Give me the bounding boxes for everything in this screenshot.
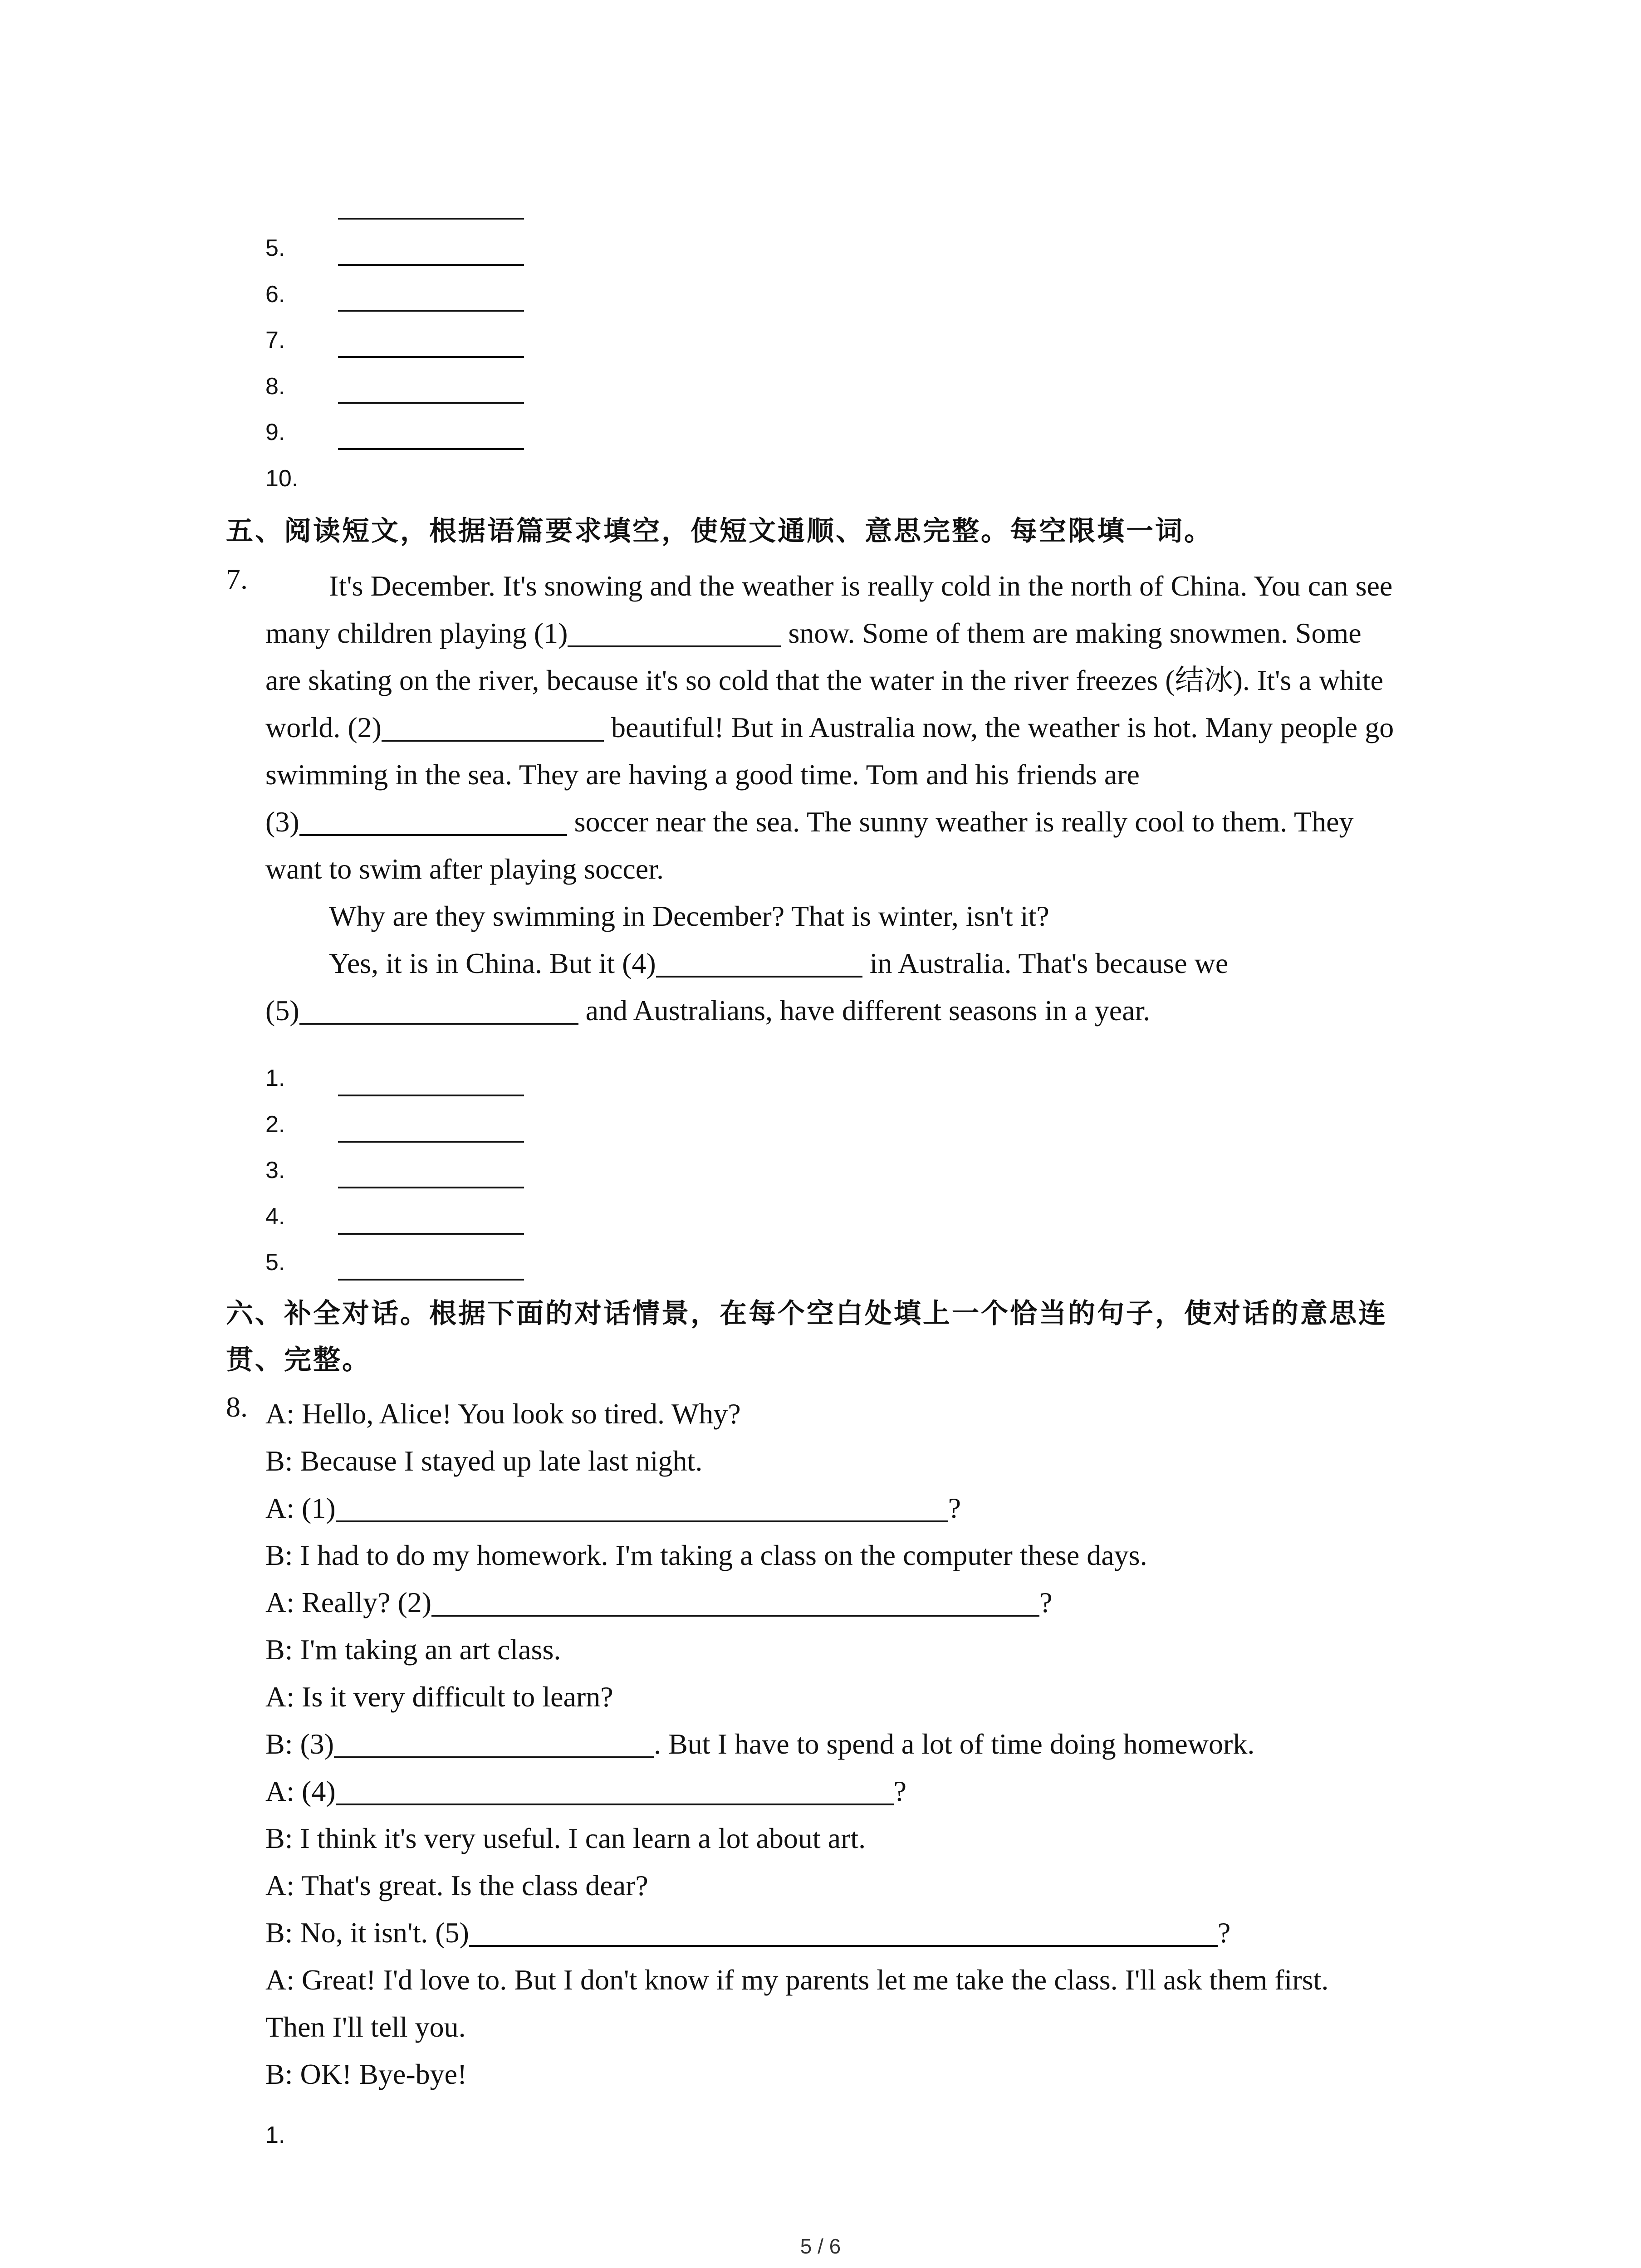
dialogue-line: B: I had to do my homework. I'm taking a class on the computer these days. <box>265 1539 1147 1571</box>
answer-number: 5. <box>265 235 285 261</box>
answer-number: 4. <box>265 1203 285 1230</box>
passage-line: (5) and Australians, have different seasons in a year. <box>265 987 1454 1034</box>
blank-4[interactable] <box>656 944 862 978</box>
dialogue-blank-1[interactable] <box>336 1489 948 1522</box>
dialogue-line: A: Hello, Alice! You look so tired. Why? <box>265 1398 741 1430</box>
passage-line: Yes, it is in China. But it (4) in Australia. That's because we <box>265 940 1454 987</box>
reading-passage <box>265 562 1454 1034</box>
answer-number: 6. <box>265 281 285 308</box>
answer-line[interactable] <box>338 310 524 312</box>
passage-line: world. (2) beautiful! But in Australia now, the weather is hot. Many people go <box>265 704 1454 751</box>
dialogue-blank-5[interactable] <box>469 1913 1218 1947</box>
answer-line[interactable] <box>338 1095 524 1096</box>
dialogue-line: B: No, it isn't. (5) ? <box>265 1909 1454 1956</box>
dialogue <box>265 1390 1454 2098</box>
answer-line[interactable] <box>338 402 524 404</box>
dialogue-line: A: Really? (2) ? <box>265 1579 1454 1626</box>
blank-2[interactable] <box>382 708 604 742</box>
answer-number: 7. <box>265 327 285 353</box>
answer-number: 8. <box>265 373 285 400</box>
section5-heading: 五、阅读短文，根据语篇要求填空，使短文通顺、意思完整。每空限填一词。 <box>226 515 1213 547</box>
dialogue-line: A: Great! I'd love to. But I don't know if my parents let me take the class. I'll ask them first. <box>265 1964 1329 1996</box>
dialogue-line: Then I'll tell you. <box>265 2011 466 2043</box>
dialogue-line: A: (4) ? <box>265 1768 1454 1815</box>
page-number: 5 / 6 <box>800 2234 841 2258</box>
dialogue-line: B: I think it's very useful. I can learn a lot about art. <box>265 1822 866 1854</box>
passage-line: want to swim after playing soccer. <box>265 853 664 885</box>
question-number: 8. <box>226 1391 248 1423</box>
passage-line: (3) soccer near the sea. The sunny weather is really cool to them. They <box>265 798 1454 846</box>
dialogue-line: B: OK! Bye-bye! <box>265 2058 467 2090</box>
section6-heading-line1: 六、补全对话。根据下面的对话情景，在每个空白处填上一个恰当的句子，使对话的意思连 <box>226 1298 1387 1330</box>
answer-number: 10. <box>265 465 299 492</box>
question-number: 7. <box>226 563 248 595</box>
answer-number: 9. <box>265 419 285 445</box>
answer-line[interactable] <box>338 448 524 450</box>
dialogue-blank-2[interactable] <box>431 1583 1039 1617</box>
dialogue-line: B: Because I stayed up late last night. <box>265 1445 703 1477</box>
dialogue-blank-3[interactable] <box>334 1725 654 1758</box>
answer-number: 3. <box>265 1157 285 1183</box>
blank-3[interactable] <box>299 802 567 836</box>
dialogue-line: B: I'm taking an art class. <box>265 1633 561 1666</box>
answer-line[interactable] <box>338 264 524 266</box>
passage-line: many children playing (1) snow. Some of them are making snowmen. Some <box>265 610 1454 657</box>
passage-line: swimming in the sea. They are having a good time. Tom and his friends are <box>265 758 1140 791</box>
section6-heading-line2: 贯、完整。 <box>226 1344 371 1376</box>
answer-number: 2. <box>265 1111 285 1138</box>
dialogue-line: A: That's great. Is the class dear? <box>265 1869 648 1901</box>
answer-number: 5. <box>265 1249 285 1276</box>
passage-line: are skating on the river, because it's so cold that the water in the river freezes (结冰). It's a white <box>265 664 1384 696</box>
blank-1[interactable] <box>568 614 781 647</box>
section6-heading <box>226 1290 1451 1383</box>
passage-line: Why are they swimming in December? That is winter, isn't it? <box>329 900 1049 932</box>
blank-5[interactable] <box>299 991 578 1025</box>
answer-line[interactable] <box>338 1233 524 1235</box>
answer-line[interactable] <box>338 1141 524 1143</box>
answer-line[interactable] <box>338 1279 524 1281</box>
passage-line: It's December. It's snowing and the weather is really cold in the north of China. You can see <box>329 570 1393 602</box>
dialogue-blank-4[interactable] <box>336 1772 894 1805</box>
dialogue-line: B: (3) . But I have to spend a lot of time doing homework. <box>265 1721 1454 1768</box>
dialogue-line: A: Is it very difficult to learn? <box>265 1681 613 1713</box>
answer-line[interactable] <box>338 218 524 220</box>
answer-line[interactable] <box>338 1187 524 1188</box>
answer-line[interactable] <box>338 356 524 358</box>
answer-number: 1. <box>265 1065 285 1091</box>
dialogue-line: A: (1) ? <box>265 1485 1454 1532</box>
answer-number: 1. <box>265 2122 285 2148</box>
